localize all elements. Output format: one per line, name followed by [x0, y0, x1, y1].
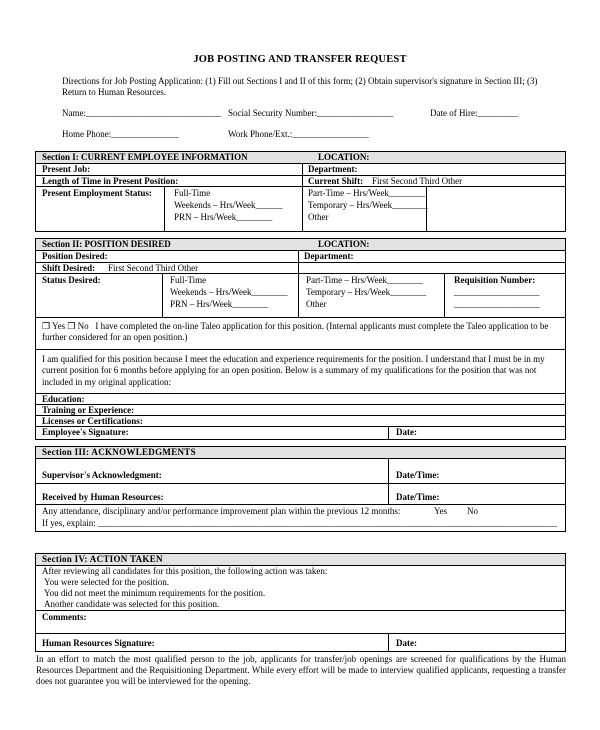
- taleo-text: I have completed the on-line Taleo application for this position. (Internal applicants must complete the Taleo application to be further considered for an open position.): [42, 321, 549, 343]
- qualified-statement: I am qualified for this position because I meet the education and experience requirements for the position. I understand that I must be in my current position for 6 months before applying for an open position. Below is a summary of my qualifications for the position that was not included in my original application:: [42, 354, 545, 387]
- department-label[interactable]: Department:: [308, 164, 358, 174]
- section-2: [35, 238, 566, 440]
- requisition-label: Requisition Number:: [454, 275, 536, 285]
- status-part-time[interactable]: Part-Time – Hrs/Week________: [308, 188, 425, 198]
- employee-date-label[interactable]: Date:: [396, 427, 417, 437]
- form-title: JOB POSTING AND TRANSFER REQUEST: [193, 54, 407, 65]
- action-intro: After reviewing all candidates for this position, the following action was taken:: [42, 566, 328, 576]
- date-of-hire-field[interactable]: Date of Hire:_________: [430, 108, 518, 118]
- action-option-other-candidate[interactable]: Another candidate was selected for this position.: [44, 599, 220, 609]
- attendance-question: Any attendance, disciplinary and/or performance improvement plan within the previous 12 months:: [42, 506, 401, 516]
- status-other[interactable]: Other: [308, 212, 329, 222]
- section-4-title: Section IV: ACTION TAKEN: [42, 554, 163, 564]
- section-1-location[interactable]: LOCATION:: [318, 152, 370, 162]
- desired-full-time[interactable]: Full-Time: [170, 275, 207, 285]
- action-option-selected[interactable]: You were selected for the position.: [44, 577, 170, 587]
- section-2-location[interactable]: LOCATION:: [318, 239, 370, 249]
- section-4-header: [36, 554, 565, 566]
- desired-weekends[interactable]: Weekends – Hrs/Week________: [170, 287, 288, 297]
- section-3-title: Section III: ACKNOWLEDGMENTS: [42, 447, 196, 457]
- work-phone-field[interactable]: Work Phone/Ext.:_________________: [228, 129, 369, 139]
- taleo-yes-no-checkboxes[interactable]: ❒ Yes ❒ No: [42, 321, 89, 331]
- present-job-label[interactable]: Present Job:: [42, 164, 91, 174]
- status-prn[interactable]: PRN – Hrs/Week________: [174, 212, 273, 222]
- directions: Directions for Job Posting Application: (1) Fill out Sections I and II of this form; (2) Obtain supervisor's signature in Section III; (3) Return to Human Resources.: [62, 76, 538, 97]
- hr-signature-label[interactable]: Human Resources Signature:: [42, 638, 155, 648]
- shift-desired-label: Shift Desired:: [42, 263, 96, 273]
- hr-date-label[interactable]: Date:: [396, 638, 417, 648]
- status-desired-label: Status Desired:: [42, 275, 101, 285]
- current-shift-label: Current Shift:: [308, 176, 364, 186]
- status-full-time[interactable]: Full-Time: [174, 188, 211, 198]
- present-status-label: Present Employment Status:: [42, 188, 152, 198]
- status-temporary[interactable]: Temporary – Hrs/Week________: [308, 200, 429, 210]
- received-by-hr-label[interactable]: Received by Human Resources:: [42, 492, 164, 502]
- section-1-title: Section I: CURRENT EMPLOYEE INFORMATION: [42, 152, 248, 162]
- section-3: [35, 446, 566, 532]
- desired-prn[interactable]: PRN – Hrs/Week________: [170, 299, 269, 309]
- education-label[interactable]: Education:: [42, 394, 85, 404]
- desired-part-time[interactable]: Part-Time – Hrs/Week________: [306, 275, 423, 285]
- ssn-field[interactable]: Social Security Number:_________________: [228, 108, 394, 118]
- desired-other[interactable]: Other: [306, 299, 327, 309]
- training-label[interactable]: Training or Experience:: [42, 405, 135, 415]
- taleo-statement: [42, 321, 562, 344]
- comments-label[interactable]: Comments:: [42, 612, 87, 622]
- department-2-label[interactable]: Department:: [304, 251, 354, 261]
- section-4: [35, 553, 566, 652]
- status-weekends[interactable]: Weekends – Hrs/Week______: [174, 200, 283, 210]
- name-field[interactable]: Name:______________________________: [62, 108, 221, 118]
- attendance-yes[interactable]: Yes: [434, 506, 448, 516]
- supervisor-datetime-label[interactable]: Date/Time:: [396, 470, 440, 480]
- desired-temporary[interactable]: Temporary – Hrs/Week________: [306, 287, 427, 297]
- current-shift-options[interactable]: First Second Third Other: [372, 176, 463, 186]
- position-desired-label[interactable]: Position Desired:: [42, 251, 108, 261]
- footer-note: In an effort to match the most qualified person to the job, applicants for transfer/job openings are screened for qualifications by the Human Resources Department and the Requisitioning Department. While every effort will be made to interview qualified applicants, requesting a transfer does not guarantee you will be interviewed for the opening.: [36, 654, 566, 686]
- home-phone-field[interactable]: Home Phone:_______________: [62, 129, 179, 139]
- shift-desired-options[interactable]: First Second Third Other: [108, 263, 199, 273]
- supervisor-ack-label[interactable]: Supervisor's Acknowledgment:: [42, 470, 162, 480]
- requisition-line-1[interactable]: ___________________: [454, 287, 540, 297]
- attendance-no[interactable]: No: [467, 506, 478, 516]
- section-2-header: [36, 239, 565, 251]
- section-3-header: [36, 447, 565, 459]
- section-1-header: [36, 152, 565, 164]
- action-option-not-qualified[interactable]: You did not meet the minimum requirements for the position.: [44, 588, 266, 598]
- licenses-label[interactable]: Licenses or Certifications:: [42, 416, 143, 426]
- section-2-title: Section II: POSITION DESIRED: [42, 239, 171, 249]
- received-datetime-label[interactable]: Date/Time:: [396, 492, 440, 502]
- requisition-line-2[interactable]: ___________________: [454, 299, 540, 309]
- length-of-time-label[interactable]: Length of Time in Present Position:: [42, 176, 179, 186]
- attendance-explain[interactable]: If yes, explain: ______________________________________________________________________________________________________: [42, 518, 557, 528]
- section-1: [35, 151, 566, 232]
- employee-signature-label[interactable]: Employee's Signature:: [42, 427, 129, 437]
